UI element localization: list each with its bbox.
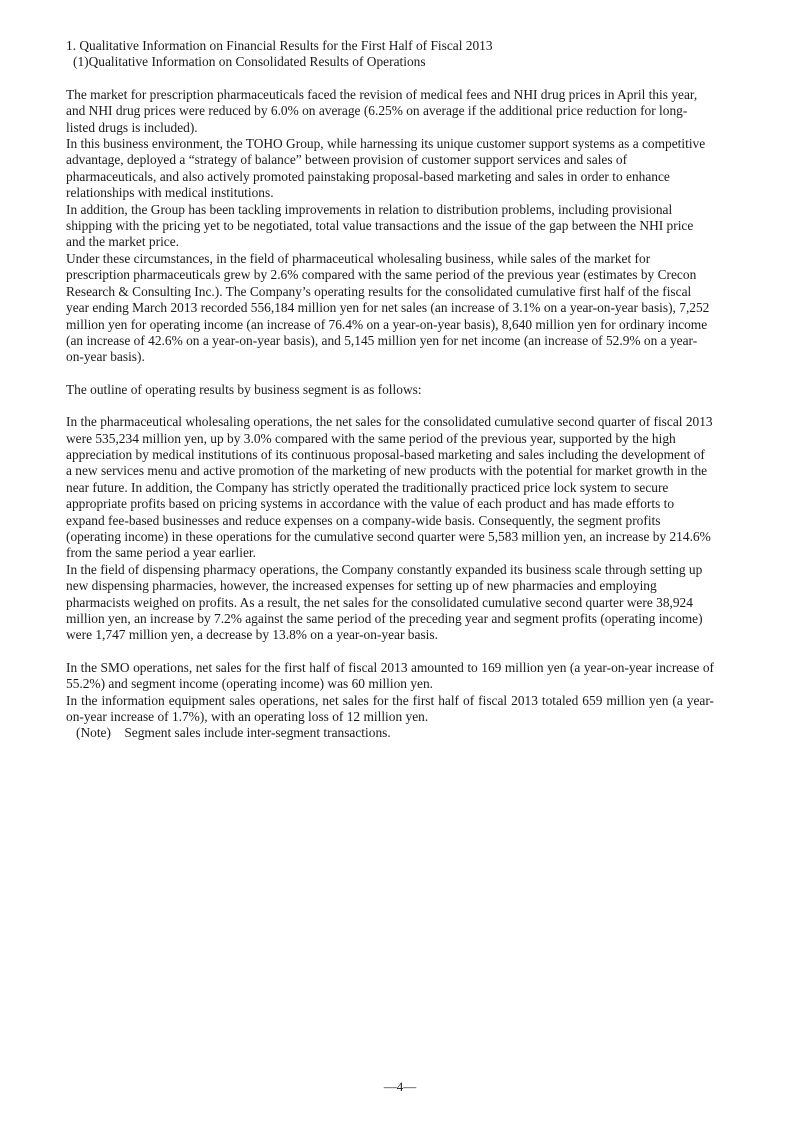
page-number: —4— <box>383 1079 417 1094</box>
spacer <box>66 366 714 382</box>
paragraph-operating-results: Under these circumstances, in the field of pharmaceutical wholesaling business, while sales of the market for prescription pharmaceuticals grew by 2.6% compared with the same period of the previous year (estimates by Crecon Research & Consulting Inc.). The Company’s operating results for the consolidated cumulative first half of the fiscal year ending March 2013 recorded 556,184 million yen for net sales (an increase of 3.1% on a year-on-year basis), 7,252 million yen for operating income (an increase of 76.4% on a year-on-year basis), 8,640 million yen for ordinary income (an increase of 42.6% on a year-on-year basis), and 5,145 million yen for net income (an increase of 52.9% on a year-on-year basis). <box>66 250 710 365</box>
paragraph-distribution: In addition, the Group has been tackling improvements in relation to distribution problems, including provisional shipping with the pricing yet to be negotiated, total value transactions and the issue of the gap between the NHI price and the market price. <box>66 201 694 250</box>
paragraph-wholesaling: In the pharmaceutical wholesaling operations, the net sales for the consolidated cumulative second quarter of fiscal 2013 were 535,234 million yen, up by 3.0% compared with the same period of the previous year, supported by the high appreciation by medical institutions of its continuous proposal-based marketing and sales including the development of a new services menu and active promotion of the marketing of new products with the potential for market growth in the near future. In addition, the Company has strictly operated the traditionally practiced price lock system to secure appropriate profits based on pricing systems in accordance with the value of each product and has made efforts to expand fee-based businesses and reduce expenses on a company-wide basis. Consequently, the segment profits (operating income) in these operations for the cumulative second quarter were 5,583 million yen, an increase by 214.6% from the same period a year earlier. <box>66 414 713 561</box>
paragraph-smo: In the SMO operations, net sales for the first half of fiscal 2013 amounted to 169 million yen (a year-on-year increase of 55.2%) and segment income (operating income) was 60 million yen. <box>66 659 714 692</box>
document-body <box>66 38 714 742</box>
paragraph-business-environment: In this business environment, the TOHO Group, while harnessing its unique customer support systems as a competitive advantage, deployed a “strategy of balance” between provision of customer support services and sales of pharmaceuticals, and also actively promoted painstaking proposal-based marketing and sales in order to enhance relationships with medical institutions. <box>66 136 706 201</box>
paragraph-dispensing-pharmacy: In the field of dispensing pharmacy operations, the Company constantly expanded its business scale through setting up new dispensing pharmacies, however, the increased expenses for setting up of new pharmacies and employing pharmacists weighed on profits. As a result, the net sales for the consolidated cumulative second quarter were 38,924 million yen, an increase by 7.2% against the same period of the preceding year and segment profits (operating income) were 1,747 million yen, a decrease by 13.8% on a year-on-year basis. <box>66 561 703 643</box>
spacer <box>66 71 714 87</box>
paragraph-segment-outline: The outline of operating results by business segment is as follows: <box>66 381 422 397</box>
paragraph-information-equipment: In the information equipment sales operations, net sales for the first half of fiscal 2013 totaled 659 million yen (a year-on-year increase of 1.7%), with an operating loss of 12 million yen. <box>66 692 714 725</box>
spacer <box>66 644 714 660</box>
paragraph-market: The market for prescription pharmaceuticals faced the revision of medical fees and NHI drug prices in April this year, and NHI drug prices were reduced by 6.0% on average (6.25% on average if the additional price reduction for long-listed drugs is included). <box>66 86 698 135</box>
spacer <box>66 398 714 414</box>
subsection-heading: (1)Qualitative Information on Consolidated Results of Operations <box>73 54 426 70</box>
section-heading: 1. Qualitative Information on Financial Results for the First Half of Fiscal 2013 <box>66 38 493 53</box>
note: (Note) Segment sales include inter-segment transactions. <box>76 725 391 741</box>
